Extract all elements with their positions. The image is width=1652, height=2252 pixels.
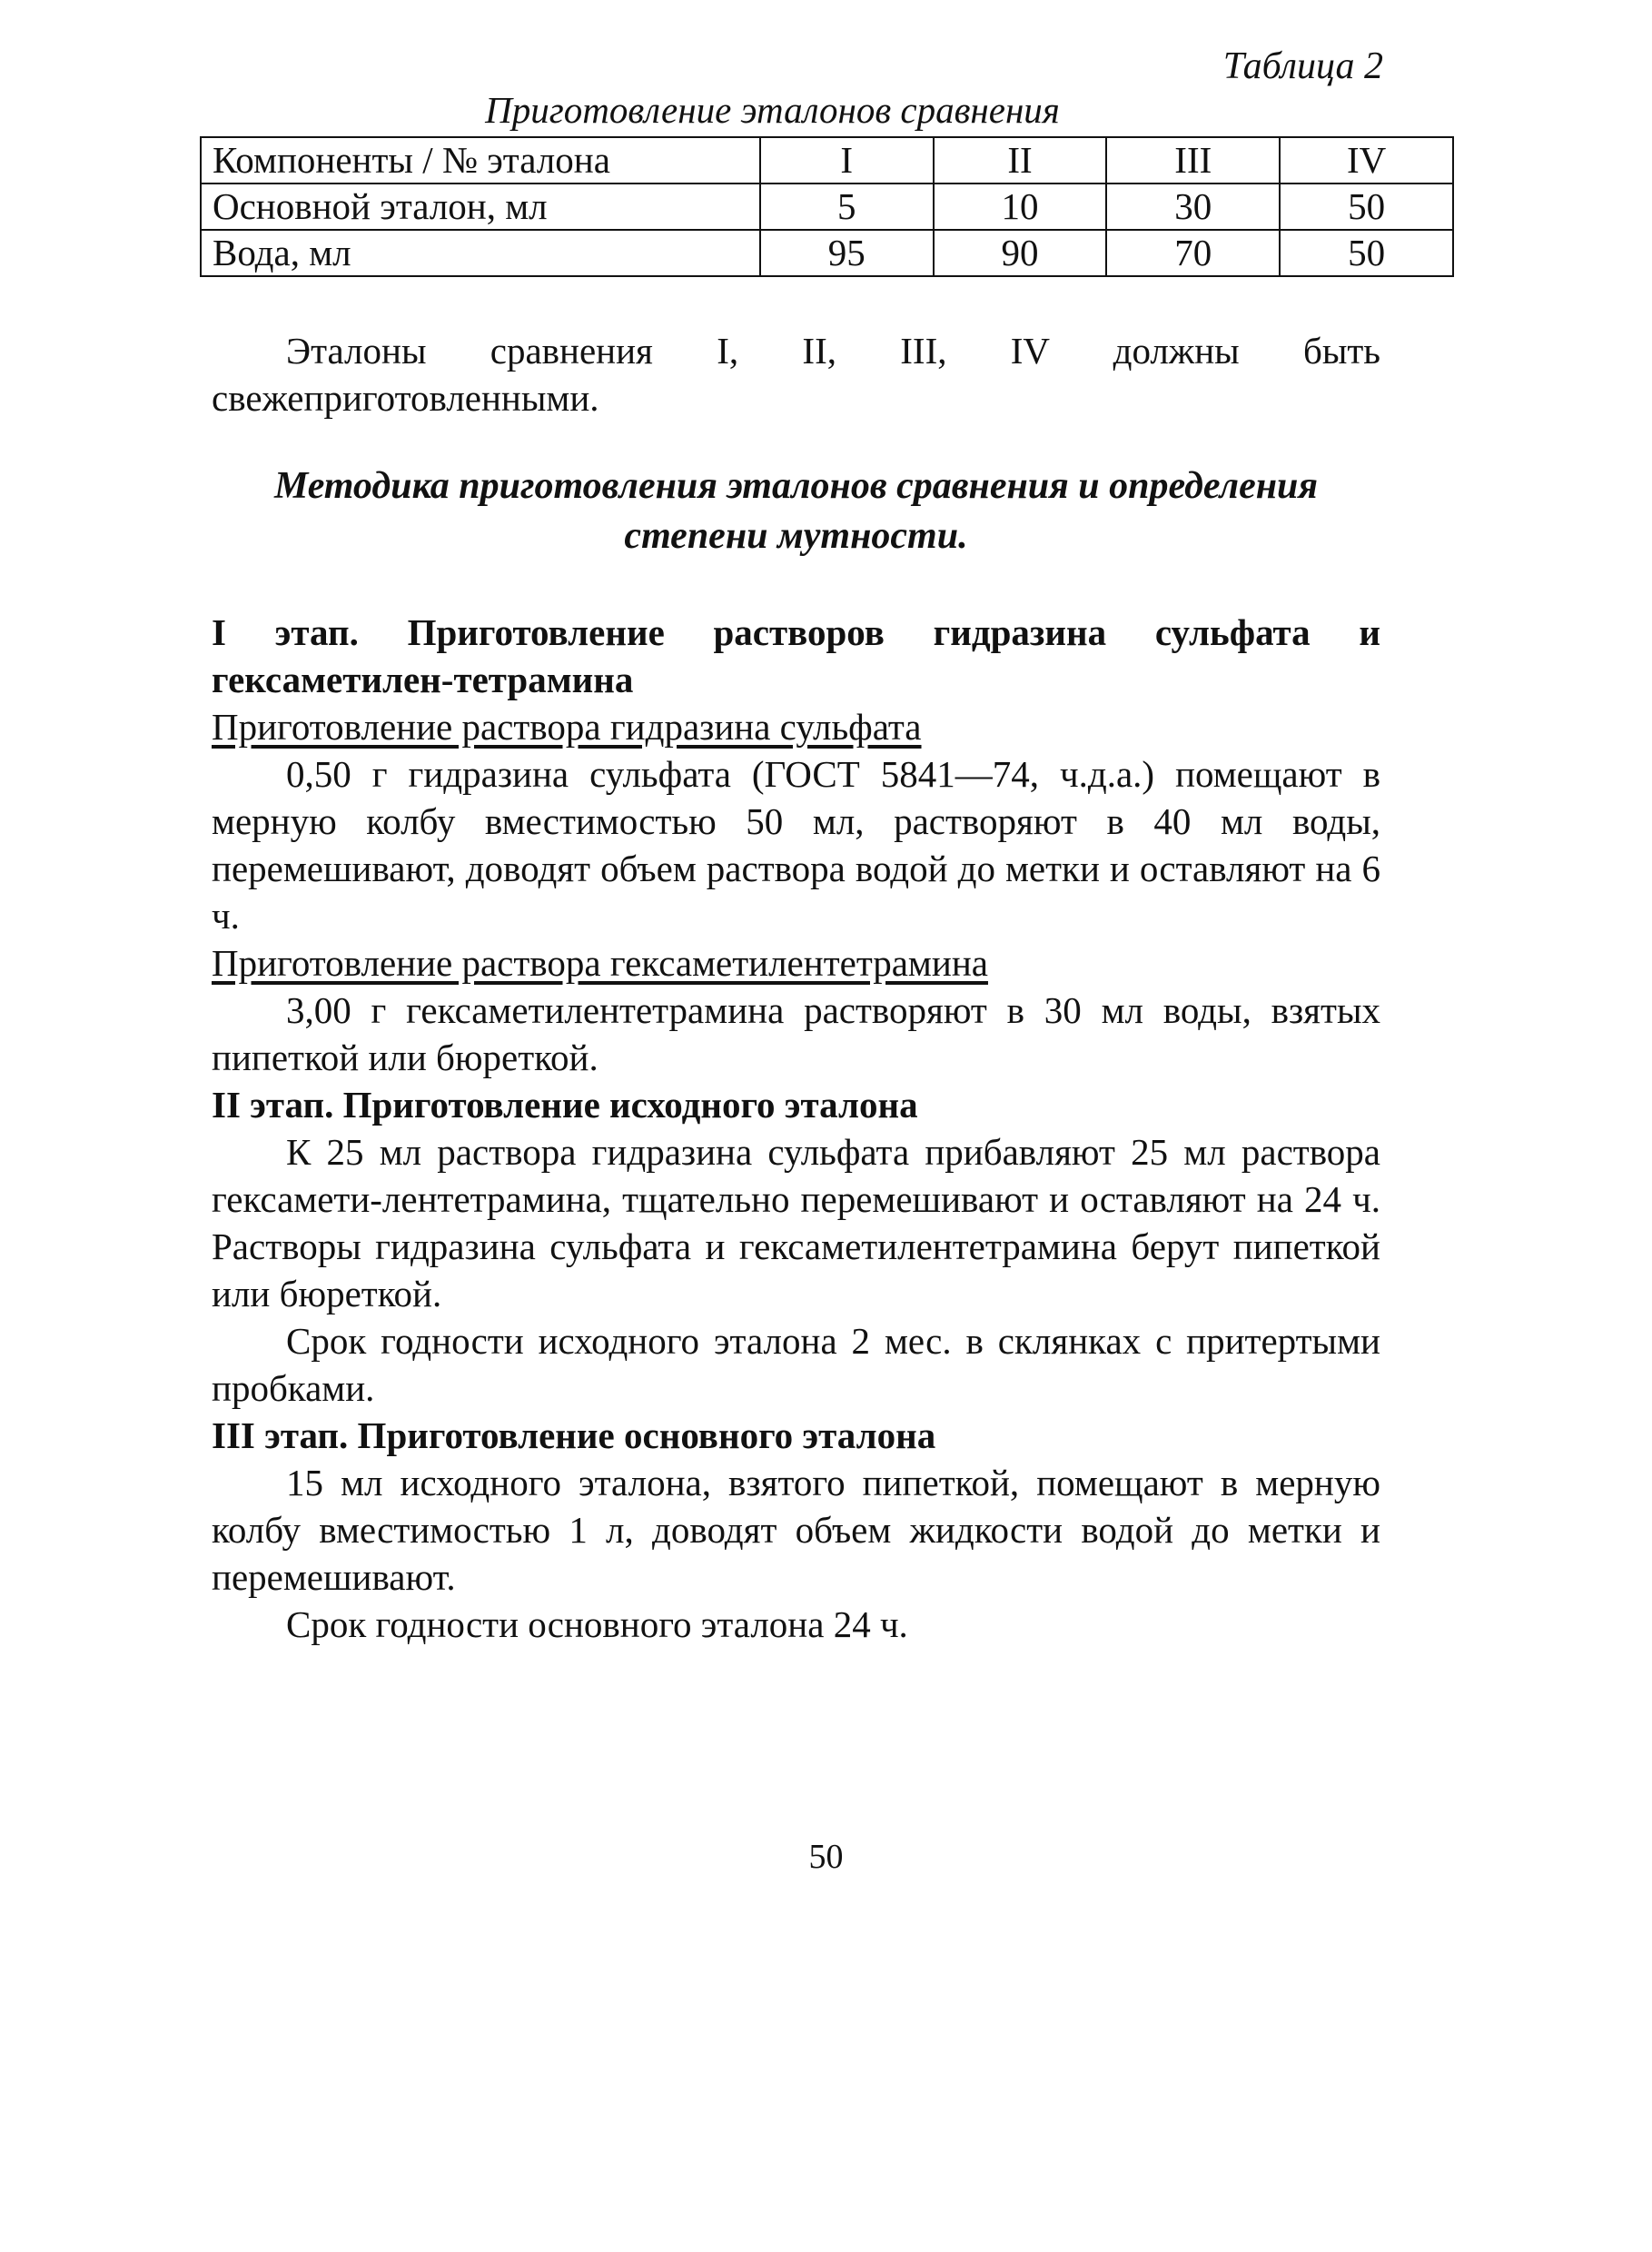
method-title: Методика приготовления эталонов сравнения и определения степени мутности. bbox=[273, 465, 1319, 557]
table-cell: 10 bbox=[934, 184, 1107, 230]
stage1-subheading-hexamine: Приготовление раствора гексаметилентетрамина bbox=[212, 942, 988, 984]
table-header-row bbox=[201, 137, 1453, 184]
table-cell: Вода, мл bbox=[201, 230, 760, 276]
table-header-cell: I bbox=[760, 137, 934, 184]
stage1-paragraph-hexamine: 3,00 г гексаметилентетрамина растворяют в 30 мл воды, взятых пипеткой или бюреткой. bbox=[212, 989, 1380, 1078]
page-number: 50 bbox=[808, 1838, 844, 1876]
table-cell: 70 bbox=[1106, 230, 1280, 276]
table-cell: 50 bbox=[1280, 230, 1453, 276]
stage3-paragraph: 15 мл исходного эталона, взятого пипеткой, помещают в мерную колбу вместимостью 1 л, доводят объем жидкости водой до метки и перемешивают. bbox=[212, 1462, 1380, 1598]
table-title: Приготовление эталонов сравнения bbox=[485, 89, 1060, 131]
table-row bbox=[201, 184, 1453, 230]
procedure-stages bbox=[212, 609, 1380, 1648]
table-cell: Основной эталон, мл bbox=[201, 184, 760, 230]
table-cell: 90 bbox=[934, 230, 1107, 276]
freshness-note: Эталоны сравнения I, II, III, IV должны быть свежеприготовленными. bbox=[212, 330, 1380, 419]
stage1-paragraph-hydrazine: 0,50 г гидразина сульфата (ГОСТ 5841—74, ч.д.а.) помещают в мерную колбу вместимостью 50 мл, растворяют в 40 мл воды, перемешивают, доводят объем раствора водой до метки и оставляют на 6 ч. bbox=[212, 753, 1380, 937]
table-cell: 30 bbox=[1106, 184, 1280, 230]
stage3-heading: III этап. Приготовление основного эталона bbox=[212, 1414, 936, 1456]
stage3-shelf-life: Срок годности основного эталона 24 ч. bbox=[286, 1603, 908, 1645]
table-header-cell: III bbox=[1106, 137, 1280, 184]
stage2-heading: II этап. Приготовление исходного эталона bbox=[212, 1084, 918, 1126]
table-cell: 5 bbox=[760, 184, 934, 230]
stage1-subheading-hydrazine: Приготовление раствора гидразина сульфата bbox=[212, 706, 922, 748]
table-header-cell: II bbox=[934, 137, 1107, 184]
table-row bbox=[201, 230, 1453, 276]
table-caption: Таблица 2 bbox=[1222, 45, 1383, 87]
stage1-heading: I этап. Приготовление растворов гидразина сульфата и гексаметилен-тетрамина bbox=[212, 611, 1380, 700]
reference-standards-table bbox=[200, 136, 1454, 277]
stage2-shelf-life: Срок годности исходного эталона 2 мес. в склянках с притертыми пробками. bbox=[212, 1320, 1380, 1409]
stage2-paragraph: К 25 мл раствора гидразина сульфата прибавляют 25 мл раствора гексамети-лентетрамина, тщательно перемешивают и оставляют на 24 ч. Растворы гидразина сульфата и гексаметилентетрамина берут пипеткой или бюреткой. bbox=[212, 1131, 1380, 1314]
table-header-cell: IV bbox=[1280, 137, 1453, 184]
table-cell: 50 bbox=[1280, 184, 1453, 230]
table-cell: 95 bbox=[760, 230, 934, 276]
table-header-cell: Компоненты / № эталона bbox=[201, 137, 760, 184]
